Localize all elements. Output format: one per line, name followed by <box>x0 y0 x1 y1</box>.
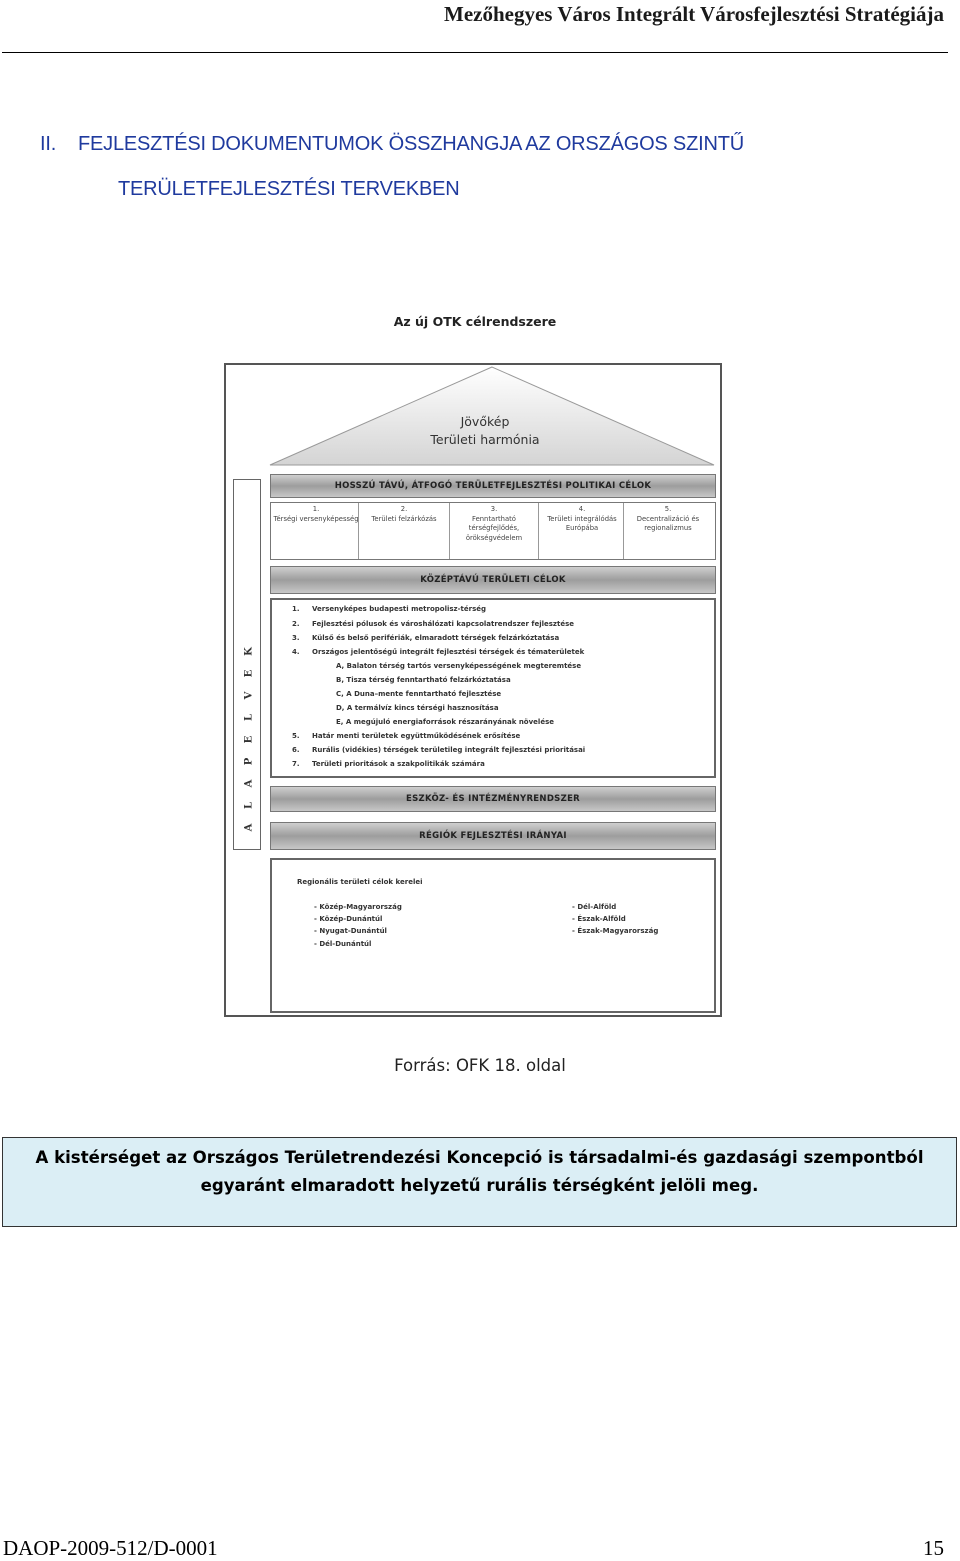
roof-vision: Jövőkép <box>460 414 510 429</box>
region-item: - Észak-Magyarország <box>572 927 659 935</box>
midterm-item: 4. Országos jelentőségű integrált fejlesztési térségek és tématerületek <box>292 648 585 656</box>
goal-item: 1. Térségi versenyképesség <box>273 505 359 523</box>
note-line2: egyaránt elmaradott helyzetű rurális térségként jelöli meg. <box>200 1176 759 1195</box>
midterm-subitem: C, A Duna–mente fenntartható fejlesztése <box>336 690 502 698</box>
pillar-letter: E <box>243 669 255 678</box>
midterm-subitem: D, A termálvíz kincs térségi hasznosítása <box>336 704 499 712</box>
pillar-letter: L <box>243 801 255 810</box>
region-item: - Észak-Alföld <box>572 915 626 923</box>
band-midterm-goals: KÖZÉPTÁVÚ TERÜLETI CÉLOK <box>270 566 716 594</box>
note-line1: A kistérséget az Országos Területrendezési Koncepció is társadalmi-és gazdasági szempontból <box>35 1148 924 1167</box>
header-rule <box>2 52 948 53</box>
pillar-letter: V <box>243 691 255 700</box>
pillar-letter: A <box>243 779 255 788</box>
region-item: - Közép-Dunántúl <box>314 915 383 923</box>
section-number: II. <box>40 133 57 155</box>
goal-item: 2. Területi felzárkózás <box>371 505 437 523</box>
band-longterm-goals: HOSSZÚ TÁVÚ, ÁTFOGÓ TERÜLETFEJLESZTÉSI POLITIKAI CÉLOK <box>270 474 716 498</box>
region-item: - Nyugat-Dunántúl <box>314 927 387 935</box>
goal-item: 3. Fenntartható térségfejlődés, örökségvédelem <box>465 505 523 542</box>
goal-item: 4. Területi integrálódás Európába <box>547 505 617 532</box>
band-regional-directions: RÉGIÓK FEJLESZTÉSI IRÁNYAI <box>270 822 716 850</box>
midterm-item: 2. Fejlesztési pólusok és városhálózati kapcsolatrendszer fejlesztése <box>292 620 575 628</box>
section-heading <box>40 122 920 212</box>
principles-pillar <box>233 479 261 850</box>
midterm-item: 1. Versenyképes budapesti metropolisz-térség <box>292 605 486 613</box>
region-item: - Dél-Dunántúl <box>314 940 372 948</box>
pillar-letter: E <box>243 735 255 744</box>
diagram-title: Az új OTK célrendszere <box>393 314 557 329</box>
region-item: - Dél-Alföld <box>572 903 617 911</box>
figure-source-caption: Forrás: OFK 18. oldal <box>394 1056 566 1075</box>
running-title: Mezőhegyes Város Integrált Városfejlesztési Stratégiája <box>444 2 944 26</box>
band-tools-institutions: ESZKÖZ- ÉS INTÉZMÉNYRENDSZER <box>270 786 716 812</box>
midterm-item: 7. Területi prioritások a szakpolitikák számára <box>292 760 485 768</box>
pillar-letter: L <box>243 713 255 722</box>
section-title-line1: FEJLESZTÉSI DOKUMENTUMOK ÖSSZHANGJA AZ ORSZÁGOS SZINTŰ <box>78 133 744 155</box>
midterm-subitem: B, Tisza térség fenntartható felzárkóztatása <box>336 676 511 684</box>
midterm-subitem: E, A megújuló energiaforrások részarányának növelése <box>336 718 554 726</box>
goal-divider <box>449 503 450 559</box>
regions-heading: Regionális területi célok kerelei <box>297 878 423 886</box>
pillar-letter: K <box>243 647 255 656</box>
goal-item: 5. Decentralizáció és regionalizmus <box>636 505 700 532</box>
midterm-item: 6. Rurális (vidékies) térségek területileg integrált fejlesztési prioritásai <box>292 746 586 754</box>
footer-doc-id: DAOP-2009-512/D-0001 <box>3 1536 218 1560</box>
region-item: - Közép-Magyarország <box>314 903 402 911</box>
midterm-item: 5. Határ menti területek együttműködésének erősítése <box>292 732 521 740</box>
midterm-item: 3. Külső és belső perifériák, elmaradott térségek felzárkóztatása <box>292 634 560 642</box>
section-title-line2: TERÜLETFEJLESZTÉSI TERVEKBEN <box>118 178 460 200</box>
pillar-letter: P <box>243 757 255 766</box>
roof-harmony: Területi harmónia <box>430 432 540 447</box>
pillar-letter: A <box>243 823 255 832</box>
footer-page-number: 15 <box>923 1536 944 1560</box>
highlight-note-box <box>2 1137 957 1227</box>
midterm-subitem: A, Balaton térség tartós versenyképességének megteremtése <box>336 662 582 670</box>
